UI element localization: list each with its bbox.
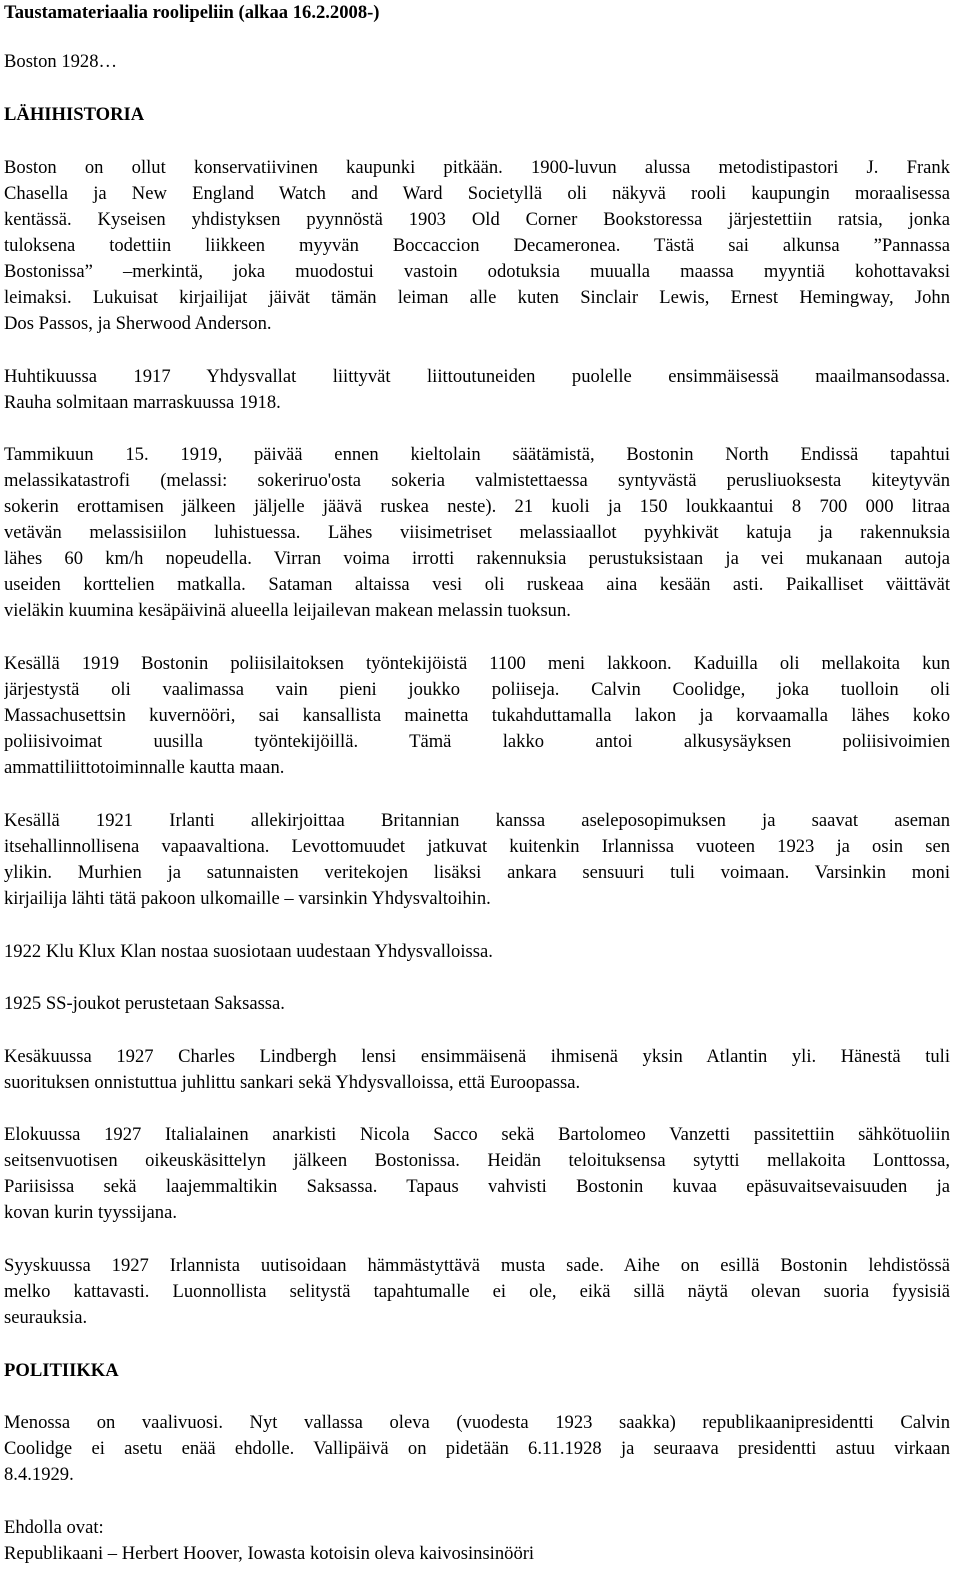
body-line: Huhtikuussa 1917 Yhdysvallat liittyvät liittoutuneiden puolelle ensimmäisessä maailmansodassa. [4, 366, 950, 387]
body-line: Dos Passos, ja Sherwood Anderson. [4, 313, 272, 334]
body-line: Kesällä 1919 Bostonin poliisilaitoksen työntekijöistä 1100 meni lakkoon. Kaduilla oli mellakoita kun [4, 653, 950, 674]
body-line: Bostonissa” –merkintä, joka muodostui vastoin odotuksia muualla maassa myyntiä kohottavaksi [4, 261, 950, 282]
body-line: Ehdolla ovat: [4, 1517, 104, 1538]
body-line: Massachusettsin kuvernööri, sai kansallista mainetta tukahduttamalla lakon ja korvaamalla lähes koko [4, 705, 950, 726]
body-line: lähes 60 km/h nopeudella. Virran voima irrotti rakennuksia perustuksistaan ja vei mukanaan autoja [4, 548, 950, 569]
body-line: itsehallinnollisena vapaavaltiona. Levottomuudet jatkuvat kuitenkin Irlannissa vuoteen 1923 ja osin sen [4, 836, 950, 857]
body-line: Tammikuun 15. 1919, päivää ennen kieltolain säätämistä, Bostonin North Endissä tapahtui [4, 444, 950, 465]
body-line: poliisivoimat uusilla työntekijöillä. Tämä lakko antoi alkusysäyksen poliisivoimien [4, 731, 950, 752]
body-line: Boston on ollut konservatiivinen kaupunki pitkään. 1900-luvun alussa metodistipastori J. Frank [4, 157, 950, 178]
body-line: 8.4.1929. [4, 1464, 74, 1485]
body-line: useiden korttelien matkalla. Sataman altaissa vesi oli ruskeaa aina kesään asti. Paikalliset väittävät [4, 574, 950, 595]
body-line: järjestystä oli vaalimassa vain pieni joukko poliiseja. Calvin Coolidge, joka tuolloin oli [4, 679, 950, 700]
body-line: sokerin erottamisen jälkeen jäljelle jäävä ruskea neste). 21 kuoli ja 150 loukkaantui 8 700 000 litraa [4, 496, 950, 517]
body-line: melko kattavasti. Luonnollista selitystä tapahtumalle ei ole, eikä sillä näytä olevan suoria fyysisiä [4, 1281, 950, 1302]
body-line: seurauksia. [4, 1307, 88, 1328]
politics-heading: POLITIIKKA [4, 1360, 119, 1381]
body-line: ylikin. Murhien ja satunnaisten veritekojen lisäksi ankara sensuuri tuli voimaan. Varsinkin moni [4, 862, 950, 883]
body-line: suorituksen onnistuttua juhlittu sankari sekä Yhdysvalloissa, että Euroopassa. [4, 1072, 581, 1093]
body-line: tuloksena todettiin liikkeen myyvän Boccaccion Decameronea. Tästä sai alkunsa ”Pannassa [4, 235, 950, 256]
body-line: ammattiliittotoiminnalle kautta maan. [4, 757, 285, 778]
body-line: seitsenvuotisen oikeuskäsittelyn jälkeen Bostonissa. Heidän teloituksensa sytytti mellakoita Lonttossa, [4, 1150, 950, 1171]
body-line: vetävän melassisiilon luhistuessa. Lähes viisimetriset melassiaallot pyyhkivät katuja ja rakennuksia [4, 522, 950, 543]
body-line: melassikatastrofi (melassi: sokeriruo'osta sokeria valmistettaessa syntyvästä perusliuoksesta kiteytyvän [4, 470, 950, 491]
body-line: Menossa on vaalivuosi. Nyt vallassa oleva (vuodesta 1923 saakka) republikaanipresidentti Calvin [4, 1412, 950, 1433]
body-line: kirjailija lähti tätä pakoon ulkomaille – varsinkin Yhdysvaltoihin. [4, 888, 491, 909]
document-title: Taustamateriaalia roolipeliin (alkaa 16.2.2008-) [4, 2, 380, 23]
setting-line: Boston 1928… [4, 51, 118, 72]
body-line: vieläkin kuumina kesäpäivinä alueella leijailevan makean melassin tuoksun. [4, 600, 571, 621]
body-line: Kesällä 1921 Irlanti allekirjoittaa Britannian kanssa aseleposopimuksen ja saavat aseman [4, 810, 950, 831]
body-line: leimaksi. Lukuisat kirjailijat jäivät tämän leiman alle kuten Sinclair Lewis, Ernest Hemingway, John [4, 287, 950, 308]
history-heading: LÄHIHISTORIA [4, 104, 145, 125]
body-line: Pariisissa sekä laajemmaltikin Saksassa. Tapaus vahvisti Bostonin kuvaa epäsuvaitsevaisuuden ja [4, 1176, 950, 1197]
body-line: Elokuussa 1927 Italialainen anarkisti Nicola Sacco sekä Bartolomeo Vanzetti passitettiin sähkötuoliin [4, 1124, 950, 1145]
body-line: Syyskuussa 1927 Irlannista uutisoidaan hämmästyttävä musta sade. Aihe on esillä Bostonin lehdistössä [4, 1255, 950, 1276]
body-line: 1925 SS-joukot perustetaan Saksassa. [4, 993, 285, 1014]
body-line: Republikaani – Herbert Hoover, Iowasta kotoisin oleva kaivosinsinööri [4, 1543, 535, 1564]
body-line: Rauha solmitaan marraskuussa 1918. [4, 392, 281, 413]
body-line: Kesäkuussa 1927 Charles Lindbergh lensi ensimmäisenä ihmisenä yksin Atlantin yli. Hänestä tuli [4, 1046, 950, 1067]
body-line: Coolidge ei asetu enää ehdolle. Vallipäivä on pidetään 6.11.1928 ja seuraava presidentti astuu virkaan [4, 1438, 950, 1459]
body-line: kovan kurin tyyssijana. [4, 1202, 177, 1223]
body-line: Chasella ja New England Watch and Ward Societyllä oli näkyvä rooli kaupungin moraalisessa [4, 183, 950, 204]
body-line: 1922 Klu Klux Klan nostaa suosiotaan uudestaan Yhdysvalloissa. [4, 941, 493, 962]
body-line: kentässä. Kyseisen yhdistyksen pyynnöstä 1903 Old Corner Bookstoressa järjestettiin ratsia, jonka [4, 209, 950, 230]
